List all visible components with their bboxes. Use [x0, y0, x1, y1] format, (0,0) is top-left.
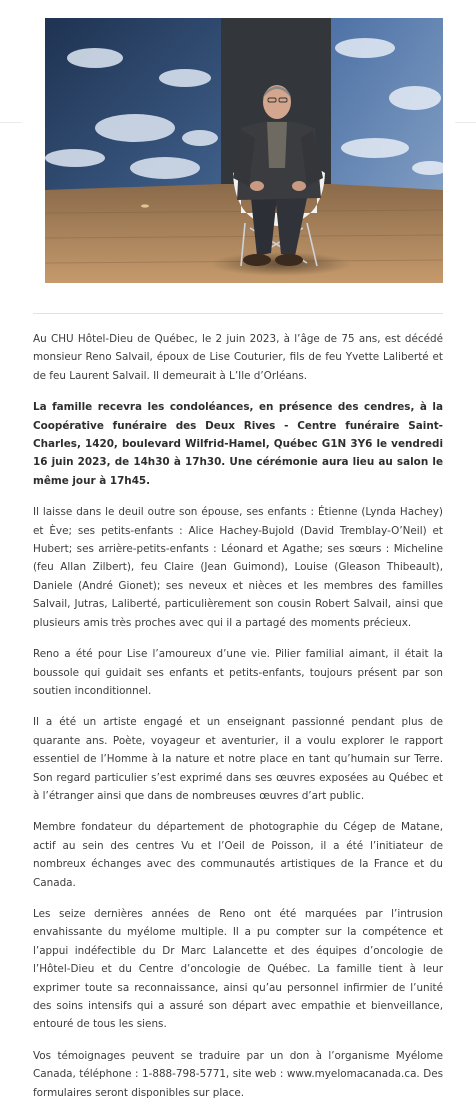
paragraph-family: Il laisse dans le deuil outre son épouse, ses enfants : Étienne (Lynda Hachey) et Ève; ses petits-enfants : Alice Hachey-Bujold (David Tremblay-O’Neil) et Hubert; ses arrière-petits-enfants : Léonard et Agathe; ses sœurs : Micheline (feu Allan Zilbert), feu Claire (Jean Guimond), Louise (Gleason Thibeault), Daniele (André Gionet); ses neveux et nièces et les membres des familles Salvail, Jutras, Laliberté, particulièrement son cousin Robert Salvail, ainsi que plusieurs amis très proches avec qui il a partagé des moments précieux. — [33, 506, 443, 629]
paragraph-tribute: Reno a été pour Lise l’amoureux d’une vie. Pilier familial aimant, il était la boussole qui guidait ses enfants et petits-enfants, toujours présent par son soutien inconditionnel. — [33, 648, 443, 697]
paragraph-death-notice: Au CHU Hôtel-Dieu de Québec, le 2 juin 2023, à l’âge de 75 ans, est décédé monsieur Reno Salvail, époux de Lise Couturier, fils de feu Yvette Laliberté et de feu Laurent Salvail. Il demeurait à L’Ile d’Orléans. — [33, 333, 443, 382]
obituary-text — [33, 330, 443, 1115]
paragraph-founder: Membre fondateur du département de photographie du Cégep de Matane, actif au sein des centres Vu et l’Oeil de Poisson, il a été l’initiateur de nombreux échanges avec des communautés artistiques de la France et du Canada. — [33, 821, 443, 889]
left-edge-line — [0, 122, 22, 123]
gallery-photo-illustration — [45, 18, 443, 283]
paragraph-condolences: La famille recevra les condoléances, en présence des cendres, à la Coopérative funéraire des Deux Rives - Centre funéraire Saint-Charles, 1420, boulevard Wilfrid-Hamel, Québec G1N 3Y6 le vendredi 16 juin 2023, de 14h30 à 17h30. Une cérémonie aura lieu au salon le même jour à 17h45. — [33, 401, 443, 487]
paragraph-artist: Il a été un artiste engagé et un enseignant passionné pendant plus de quarante ans. Poète, voyageur et aventurier, il a voulu explorer le rapport essentiel de l’Homme à la nature et notre place en tant qu’humain sur Terre. Son regard particulier s’est exprimé dans ses œuvres exposées au Québec et à l’étranger ainsi que dans de nombreuses œuvres d’art public. — [33, 716, 443, 802]
section-divider — [33, 313, 443, 314]
right-edge-line — [455, 122, 476, 123]
portrait-photo — [45, 18, 443, 283]
paragraph-illness: Les seize dernières années de Reno ont été marquées par l’intrusion envahissante du myélome multiple. Il a pu compter sur la compétence et l’appui indéfectible du Dr Marc Lalancette et des équipes d’oncologie de l’Hôtel-Dieu et du Centre d’oncologie de Québec. La famille tient à leur exprimer toute sa reconnaissance, ainsi qu’au personnel infirmier de l’unité des soins intensifs qui a assuré son départ avec empathie et bienveillance, entouré de tous les siens. — [33, 907, 443, 1031]
paragraph-donation: Vos témoignages peuvent se traduire par un don à l’organisme Myélome Canada, téléphone : 1-888-798-5771, site web : www.myelomacanada.ca. Des formulaires seront disponibles sur place. — [33, 1049, 443, 1099]
